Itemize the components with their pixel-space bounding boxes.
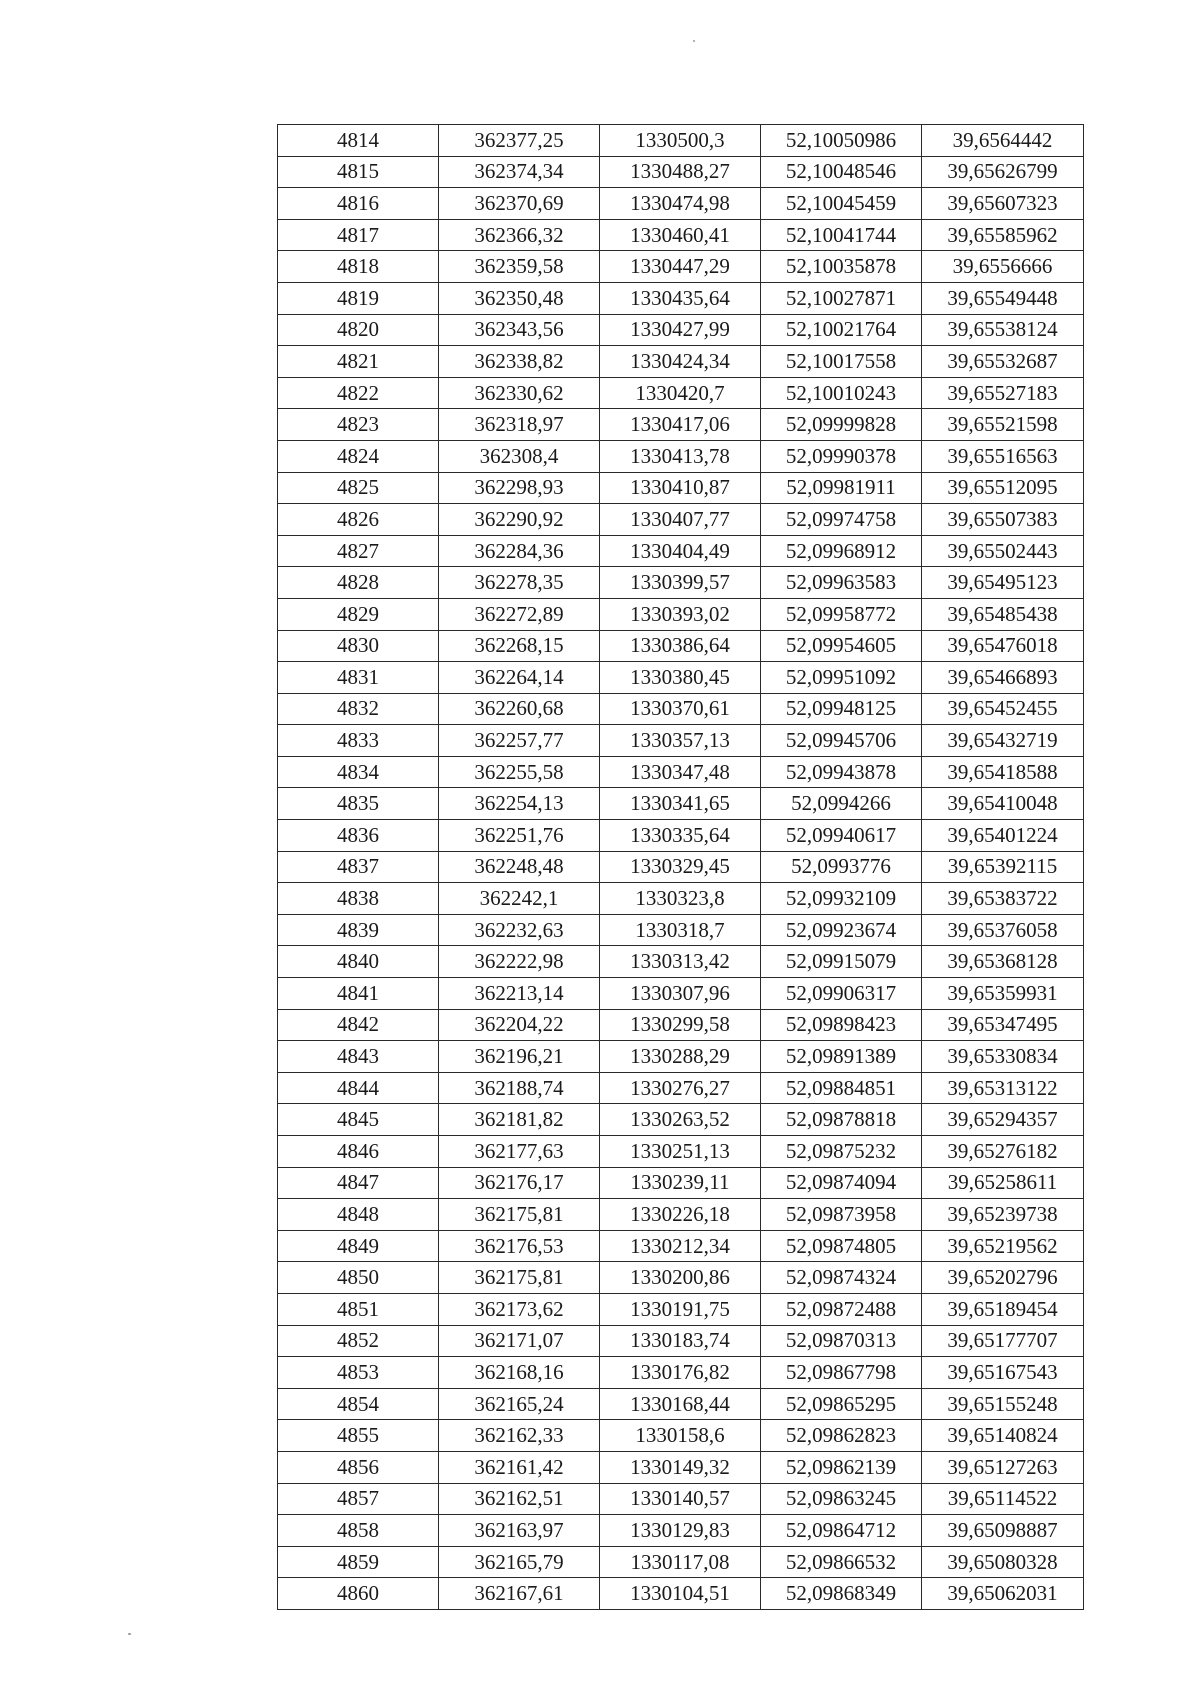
latitude-cell: 52,0993776 [761,851,922,883]
x-coordinate-cell: 362268,15 [439,630,600,662]
table-row [278,1325,1084,1357]
point-number-cell: 4841 [278,978,439,1010]
longitude-cell: 39,65549448 [922,282,1084,314]
y-coordinate-cell: 1330158,6 [600,1420,761,1452]
point-number-cell: 4855 [278,1420,439,1452]
x-coordinate-cell: 362366,32 [439,219,600,251]
latitude-cell: 52,09868349 [761,1578,922,1610]
table-row [278,978,1084,1010]
x-coordinate-cell: 362176,17 [439,1167,600,1199]
point-number-cell: 4845 [278,1104,439,1136]
y-coordinate-cell: 1330276,27 [600,1072,761,1104]
latitude-cell: 52,0994266 [761,788,922,820]
y-coordinate-cell: 1330460,41 [600,219,761,251]
latitude-cell: 52,09906317 [761,978,922,1010]
x-coordinate-cell: 362177,63 [439,1136,600,1168]
latitude-cell: 52,09863245 [761,1483,922,1515]
table-row [278,1230,1084,1262]
longitude-cell: 39,65127263 [922,1451,1084,1483]
longitude-cell: 39,65452455 [922,693,1084,725]
latitude-cell: 52,09872488 [761,1293,922,1325]
longitude-cell: 39,65276182 [922,1136,1084,1168]
longitude-cell: 39,65080328 [922,1546,1084,1578]
point-number-cell: 4815 [278,156,439,188]
table-row [278,630,1084,662]
x-coordinate-cell: 362272,89 [439,598,600,630]
longitude-cell: 39,65189454 [922,1293,1084,1325]
point-number-cell: 4818 [278,251,439,283]
x-coordinate-cell: 362165,79 [439,1546,600,1578]
x-coordinate-cell: 362213,14 [439,978,600,1010]
table-row [278,1136,1084,1168]
table-row [278,1167,1084,1199]
table-row [278,125,1084,157]
x-coordinate-cell: 362278,35 [439,567,600,599]
point-number-cell: 4834 [278,756,439,788]
y-coordinate-cell: 1330212,34 [600,1230,761,1262]
point-number-cell: 4849 [278,1230,439,1262]
table-row [278,1451,1084,1483]
point-number-cell: 4851 [278,1293,439,1325]
longitude-cell: 39,65410048 [922,788,1084,820]
latitude-cell: 52,10010243 [761,377,922,409]
table-row [278,693,1084,725]
latitude-cell: 52,10027871 [761,282,922,314]
point-number-cell: 4822 [278,377,439,409]
x-coordinate-cell: 362162,33 [439,1420,600,1452]
point-number-cell: 4858 [278,1515,439,1547]
y-coordinate-cell: 1330420,7 [600,377,761,409]
table-row [278,1199,1084,1231]
longitude-cell: 39,65313122 [922,1072,1084,1104]
table-row [278,219,1084,251]
x-coordinate-cell: 362196,21 [439,1041,600,1073]
table-row [278,1388,1084,1420]
y-coordinate-cell: 1330117,08 [600,1546,761,1578]
latitude-cell: 52,09981911 [761,472,922,504]
longitude-cell: 39,65521598 [922,409,1084,441]
y-coordinate-cell: 1330404,49 [600,535,761,567]
longitude-cell: 39,65383722 [922,883,1084,915]
latitude-cell: 52,09943878 [761,756,922,788]
x-coordinate-cell: 362338,82 [439,346,600,378]
table-row [278,820,1084,852]
point-number-cell: 4846 [278,1136,439,1168]
latitude-cell: 52,10017558 [761,346,922,378]
y-coordinate-cell: 1330399,57 [600,567,761,599]
y-coordinate-cell: 1330424,34 [600,346,761,378]
latitude-cell: 52,09873958 [761,1199,922,1231]
longitude-cell: 39,65512095 [922,472,1084,504]
longitude-cell: 39,65507383 [922,504,1084,536]
longitude-cell: 39,65114522 [922,1483,1084,1515]
x-coordinate-cell: 362171,07 [439,1325,600,1357]
x-coordinate-cell: 362257,77 [439,725,600,757]
longitude-cell: 39,65140824 [922,1420,1084,1452]
point-number-cell: 4821 [278,346,439,378]
table-row [278,440,1084,472]
latitude-cell: 52,09963583 [761,567,922,599]
y-coordinate-cell: 1330335,64 [600,820,761,852]
point-number-cell: 4826 [278,504,439,536]
x-coordinate-cell: 362264,14 [439,662,600,694]
x-coordinate-cell: 362248,48 [439,851,600,883]
y-coordinate-cell: 1330140,57 [600,1483,761,1515]
x-coordinate-cell: 362165,24 [439,1388,600,1420]
x-coordinate-cell: 362175,81 [439,1262,600,1294]
point-number-cell: 4829 [278,598,439,630]
x-coordinate-cell: 362255,58 [439,756,600,788]
longitude-cell: 39,65359931 [922,978,1084,1010]
latitude-cell: 52,09878818 [761,1104,922,1136]
table-row [278,188,1084,220]
scan-speck [128,1633,131,1635]
table-row [278,377,1084,409]
point-number-cell: 4827 [278,535,439,567]
point-number-cell: 4856 [278,1451,439,1483]
latitude-cell: 52,09923674 [761,914,922,946]
latitude-cell: 52,09915079 [761,946,922,978]
table-row [278,914,1084,946]
x-coordinate-cell: 362167,61 [439,1578,600,1610]
y-coordinate-cell: 1330474,98 [600,188,761,220]
latitude-cell: 52,09875232 [761,1136,922,1168]
longitude-cell: 39,65347495 [922,1009,1084,1041]
y-coordinate-cell: 1330263,52 [600,1104,761,1136]
y-coordinate-cell: 1330191,75 [600,1293,761,1325]
latitude-cell: 52,09954605 [761,630,922,662]
point-number-cell: 4843 [278,1041,439,1073]
longitude-cell: 39,65392115 [922,851,1084,883]
latitude-cell: 52,09940617 [761,820,922,852]
coordinates-table [277,124,1084,1610]
longitude-cell: 39,65432719 [922,725,1084,757]
longitude-cell: 39,65062031 [922,1578,1084,1610]
y-coordinate-cell: 1330427,99 [600,314,761,346]
point-number-cell: 4817 [278,219,439,251]
x-coordinate-cell: 362163,97 [439,1515,600,1547]
point-number-cell: 4848 [278,1199,439,1231]
longitude-cell: 39,65476018 [922,630,1084,662]
latitude-cell: 52,09968912 [761,535,922,567]
point-number-cell: 4820 [278,314,439,346]
table-row [278,282,1084,314]
table-row [278,504,1084,536]
longitude-cell: 39,65401224 [922,820,1084,852]
point-number-cell: 4836 [278,820,439,852]
table-row [278,1041,1084,1073]
x-coordinate-cell: 362242,1 [439,883,600,915]
longitude-cell: 39,65532687 [922,346,1084,378]
table-row [278,788,1084,820]
table-row [278,1009,1084,1041]
point-number-cell: 4844 [278,1072,439,1104]
longitude-cell: 39,65585962 [922,219,1084,251]
table-row [278,314,1084,346]
longitude-cell: 39,65538124 [922,314,1084,346]
longitude-cell: 39,65177707 [922,1325,1084,1357]
y-coordinate-cell: 1330183,74 [600,1325,761,1357]
y-coordinate-cell: 1330357,13 [600,725,761,757]
y-coordinate-cell: 1330447,29 [600,251,761,283]
latitude-cell: 52,10050986 [761,125,922,157]
x-coordinate-cell: 362168,16 [439,1357,600,1389]
x-coordinate-cell: 362222,98 [439,946,600,978]
x-coordinate-cell: 362290,92 [439,504,600,536]
y-coordinate-cell: 1330176,82 [600,1357,761,1389]
longitude-cell: 39,6556666 [922,251,1084,283]
latitude-cell: 52,09999828 [761,409,922,441]
x-coordinate-cell: 362176,53 [439,1230,600,1262]
table-row [278,883,1084,915]
latitude-cell: 52,09891389 [761,1041,922,1073]
table-row [278,1293,1084,1325]
point-number-cell: 4837 [278,851,439,883]
table-row [278,1546,1084,1578]
longitude-cell: 39,65607323 [922,188,1084,220]
scan-speck [693,40,695,42]
point-number-cell: 4823 [278,409,439,441]
y-coordinate-cell: 1330386,64 [600,630,761,662]
longitude-cell: 39,65258611 [922,1167,1084,1199]
point-number-cell: 4824 [278,440,439,472]
longitude-cell: 39,65202796 [922,1262,1084,1294]
table-row [278,567,1084,599]
coordinates-table-body [278,125,1084,1610]
latitude-cell: 52,09884851 [761,1072,922,1104]
point-number-cell: 4839 [278,914,439,946]
y-coordinate-cell: 1330168,44 [600,1388,761,1420]
point-number-cell: 4816 [278,188,439,220]
y-coordinate-cell: 1330239,11 [600,1167,761,1199]
table-row [278,662,1084,694]
x-coordinate-cell: 362377,25 [439,125,600,157]
x-coordinate-cell: 362181,82 [439,1104,600,1136]
y-coordinate-cell: 1330313,42 [600,946,761,978]
y-coordinate-cell: 1330307,96 [600,978,761,1010]
y-coordinate-cell: 1330341,65 [600,788,761,820]
y-coordinate-cell: 1330410,87 [600,472,761,504]
latitude-cell: 52,10045459 [761,188,922,220]
table-row [278,1483,1084,1515]
latitude-cell: 52,09862139 [761,1451,922,1483]
y-coordinate-cell: 1330417,06 [600,409,761,441]
x-coordinate-cell: 362330,62 [439,377,600,409]
x-coordinate-cell: 362251,76 [439,820,600,852]
y-coordinate-cell: 1330500,3 [600,125,761,157]
latitude-cell: 52,10035878 [761,251,922,283]
latitude-cell: 52,09867798 [761,1357,922,1389]
table-row [278,1357,1084,1389]
point-number-cell: 4852 [278,1325,439,1357]
latitude-cell: 52,10048546 [761,156,922,188]
longitude-cell: 39,65502443 [922,535,1084,567]
y-coordinate-cell: 1330488,27 [600,156,761,188]
longitude-cell: 39,6564442 [922,125,1084,157]
table-row [278,1104,1084,1136]
x-coordinate-cell: 362308,4 [439,440,600,472]
x-coordinate-cell: 362161,42 [439,1451,600,1483]
y-coordinate-cell: 1330407,77 [600,504,761,536]
y-coordinate-cell: 1330370,61 [600,693,761,725]
longitude-cell: 39,65376058 [922,914,1084,946]
table-row [278,472,1084,504]
latitude-cell: 52,10041744 [761,219,922,251]
y-coordinate-cell: 1330226,18 [600,1199,761,1231]
point-number-cell: 4831 [278,662,439,694]
point-number-cell: 4859 [278,1546,439,1578]
point-number-cell: 4860 [278,1578,439,1610]
longitude-cell: 39,65167543 [922,1357,1084,1389]
latitude-cell: 52,09865295 [761,1388,922,1420]
y-coordinate-cell: 1330413,78 [600,440,761,472]
point-number-cell: 4857 [278,1483,439,1515]
point-number-cell: 4853 [278,1357,439,1389]
point-number-cell: 4847 [278,1167,439,1199]
table-row [278,409,1084,441]
x-coordinate-cell: 362318,97 [439,409,600,441]
x-coordinate-cell: 362188,74 [439,1072,600,1104]
longitude-cell: 39,65466893 [922,662,1084,694]
point-number-cell: 4825 [278,472,439,504]
y-coordinate-cell: 1330299,58 [600,1009,761,1041]
x-coordinate-cell: 362175,81 [439,1199,600,1231]
x-coordinate-cell: 362254,13 [439,788,600,820]
point-number-cell: 4814 [278,125,439,157]
point-number-cell: 4828 [278,567,439,599]
latitude-cell: 52,09874324 [761,1262,922,1294]
y-coordinate-cell: 1330129,83 [600,1515,761,1547]
x-coordinate-cell: 362162,51 [439,1483,600,1515]
latitude-cell: 52,09958772 [761,598,922,630]
table-row [278,946,1084,978]
latitude-cell: 52,09951092 [761,662,922,694]
point-number-cell: 4838 [278,883,439,915]
latitude-cell: 52,09945706 [761,725,922,757]
latitude-cell: 52,09864712 [761,1515,922,1547]
longitude-cell: 39,65418588 [922,756,1084,788]
latitude-cell: 52,10021764 [761,314,922,346]
y-coordinate-cell: 1330323,8 [600,883,761,915]
point-number-cell: 4832 [278,693,439,725]
table-row [278,535,1084,567]
y-coordinate-cell: 1330318,7 [600,914,761,946]
x-coordinate-cell: 362173,62 [439,1293,600,1325]
latitude-cell: 52,09874094 [761,1167,922,1199]
longitude-cell: 39,65485438 [922,598,1084,630]
point-number-cell: 4830 [278,630,439,662]
table-row [278,1420,1084,1452]
longitude-cell: 39,65219562 [922,1230,1084,1262]
y-coordinate-cell: 1330251,13 [600,1136,761,1168]
x-coordinate-cell: 362232,63 [439,914,600,946]
y-coordinate-cell: 1330435,64 [600,282,761,314]
x-coordinate-cell: 362298,93 [439,472,600,504]
table-row [278,1515,1084,1547]
longitude-cell: 39,65368128 [922,946,1084,978]
table-row [278,598,1084,630]
latitude-cell: 52,09866532 [761,1546,922,1578]
latitude-cell: 52,09898423 [761,1009,922,1041]
point-number-cell: 4850 [278,1262,439,1294]
longitude-cell: 39,65294357 [922,1104,1084,1136]
point-number-cell: 4840 [278,946,439,978]
y-coordinate-cell: 1330200,86 [600,1262,761,1294]
point-number-cell: 4854 [278,1388,439,1420]
y-coordinate-cell: 1330288,29 [600,1041,761,1073]
x-coordinate-cell: 362284,36 [439,535,600,567]
longitude-cell: 39,65155248 [922,1388,1084,1420]
table-row [278,1072,1084,1104]
y-coordinate-cell: 1330329,45 [600,851,761,883]
point-number-cell: 4833 [278,725,439,757]
latitude-cell: 52,09990378 [761,440,922,472]
table-row [278,251,1084,283]
x-coordinate-cell: 362370,69 [439,188,600,220]
latitude-cell: 52,09874805 [761,1230,922,1262]
longitude-cell: 39,65239738 [922,1199,1084,1231]
table-row [278,756,1084,788]
latitude-cell: 52,09862823 [761,1420,922,1452]
point-number-cell: 4819 [278,282,439,314]
x-coordinate-cell: 362359,58 [439,251,600,283]
longitude-cell: 39,65495123 [922,567,1084,599]
y-coordinate-cell: 1330380,45 [600,662,761,694]
x-coordinate-cell: 362350,48 [439,282,600,314]
y-coordinate-cell: 1330347,48 [600,756,761,788]
table-row [278,156,1084,188]
longitude-cell: 39,65516563 [922,440,1084,472]
longitude-cell: 39,65098887 [922,1515,1084,1547]
latitude-cell: 52,09974758 [761,504,922,536]
table-row [278,1578,1084,1610]
table-row [278,851,1084,883]
y-coordinate-cell: 1330393,02 [600,598,761,630]
x-coordinate-cell: 362204,22 [439,1009,600,1041]
point-number-cell: 4835 [278,788,439,820]
x-coordinate-cell: 362374,34 [439,156,600,188]
point-number-cell: 4842 [278,1009,439,1041]
y-coordinate-cell: 1330104,51 [600,1578,761,1610]
table-row [278,1262,1084,1294]
x-coordinate-cell: 362260,68 [439,693,600,725]
latitude-cell: 52,09870313 [761,1325,922,1357]
longitude-cell: 39,65527183 [922,377,1084,409]
table-row [278,346,1084,378]
latitude-cell: 52,09948125 [761,693,922,725]
table-row [278,725,1084,757]
longitude-cell: 39,65330834 [922,1041,1084,1073]
latitude-cell: 52,09932109 [761,883,922,915]
longitude-cell: 39,65626799 [922,156,1084,188]
x-coordinate-cell: 362343,56 [439,314,600,346]
y-coordinate-cell: 1330149,32 [600,1451,761,1483]
